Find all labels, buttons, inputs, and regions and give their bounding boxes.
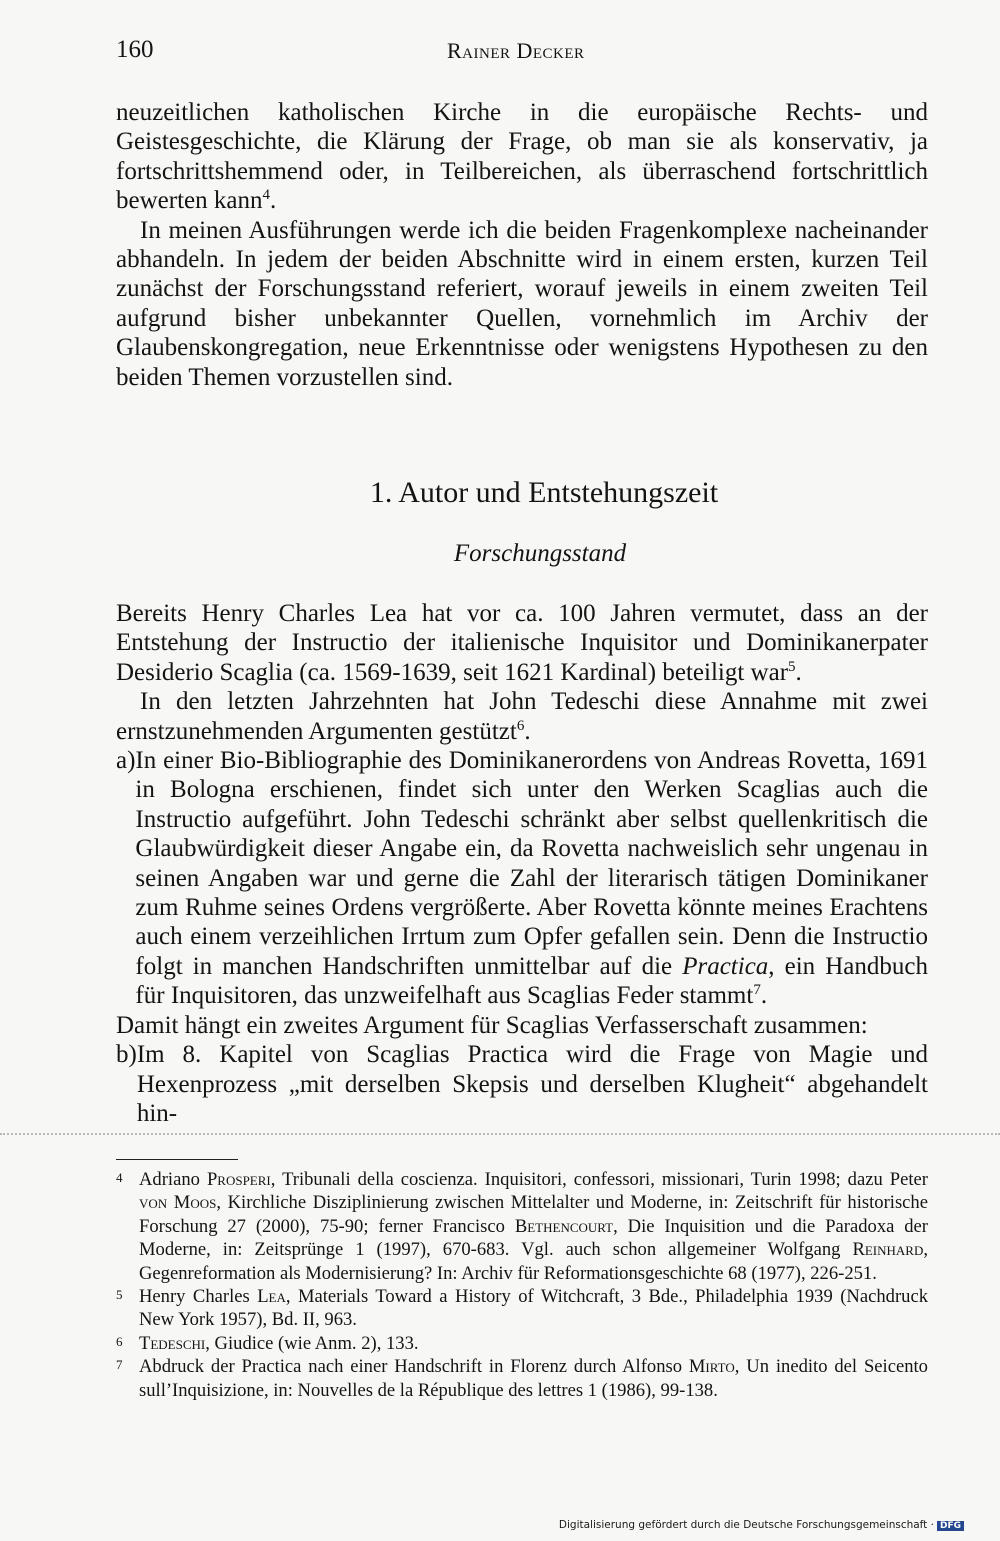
list-item-b bbox=[116, 1040, 928, 1128]
footnote-text: Tedeschi, Giudice (wie Anm. 2), 133. bbox=[139, 1332, 419, 1354]
intro-paragraph-2: In meinen Ausführungen werde ich die beiden Fragenkomplexe nacheinander abhandeln. In jedem der beiden Abschnitte wird in einem ersten, kurzen Teil zunächst der Forschungsstand referiert, worauf jeweils in einem zweiten Teil aufgrund bisher unbekannter Quellen, vornehmlich im Archiv der Glaubenskongregation, neue Erkenntnisse oder wenigstens Hypothesen zu den beiden Themen vorzustellen sind. bbox=[116, 216, 928, 391]
footnote-4 bbox=[116, 1168, 928, 1285]
footnote-number: 7 bbox=[116, 1357, 123, 1373]
main-paragraph-2: In den letzten Jahrzehnten hat John Tedeschi diese Annahme mit zwei ernstzunehmenden Argumenten gestützt$^6$. bbox=[116, 688, 928, 745]
main-text bbox=[116, 599, 928, 1128]
footnote-7 bbox=[116, 1355, 928, 1402]
list-item-text: Im 8. Kapitel von Scaglias Practica wird die Frage von Magie und Hexenprozess „mit derselben Skepsis und derselben Klugheit“ abgehandelt hin- bbox=[136, 1041, 928, 1127]
footnote-separator bbox=[116, 1159, 238, 1160]
intro-paragraph-1: neuzeitlichen katholischen Kirche in die europäische Rechts- und Geistesgeschichte, die Klärung der Frage, ob man sie als konservativ, ja fortschrittshemmend oder, in Teilbereichen, als überraschend fortschrittlich bewerten kann$^4$. bbox=[116, 99, 928, 215]
footnote-text: Henry Charles Lea, Materials Toward a History of Witchcraft, 3 Bde., Philadelphia 1939 (Nachdruck New York 1957), Bd. II, 963. bbox=[139, 1286, 928, 1331]
list-marker: a) bbox=[116, 747, 136, 775]
running-head: Rainer Decker bbox=[447, 38, 585, 63]
footnote-text: Abdruck der Practica nach einer Handschrift in Florenz durch Alfonso Mirto, Un inedito del Seicento sull’Inquisizione, in: Nouvelles de la République des lettres 1 (1986), 99-138. bbox=[139, 1356, 928, 1401]
footnote-number: 5 bbox=[116, 1287, 123, 1303]
main-paragraph-1: Bereits Henry Charles Lea hat vor ca. 100 Jahren vermutet, dass an der Entstehung der Instructio der italienische Inquisitor und Dominikanerpater Desiderio Scaglia (ca. 1569-1639, seit 1621 Kardinal) beteiligt war$^5$. bbox=[116, 600, 928, 686]
footnote-6 bbox=[116, 1332, 928, 1355]
digitization-credit bbox=[559, 1519, 964, 1531]
page-number: 160 bbox=[116, 36, 154, 63]
footnote-text: Adriano Prosperi, Tribunali della coscienza. Inquisitori, confessori, missionari, Turin 1998; dazu Peter von Moos, Kirchliche Disziplinierung zwischen Mittelalter und Moderne, in: Zeitschrift für historische Forschung 27 (2000), 75-90; ferner Francisco Bethencourt, Die Inquisition und die Paradoxa der Moderne, in: Zeitsprünge 1 (1997), 670-683. Vgl. auch schon allgemeiner Wolfgang Reinhard, Gegenreformation als Modernisierung? In: Archiv für Reformationsgeschichte 68 (1977), 226-251. bbox=[139, 1169, 928, 1284]
dfg-logo: DFG bbox=[937, 1521, 964, 1531]
footnote-5 bbox=[116, 1285, 928, 1332]
main-paragraph-3: Damit hängt ein zweites Argument für Scaglias Verfasserschaft zusammen: bbox=[116, 1011, 868, 1039]
footnote-ref-4[interactable]: 4 bbox=[262, 187, 270, 204]
footnote-number: 6 bbox=[116, 1333, 123, 1349]
intro-text bbox=[116, 98, 928, 392]
italic-term: Practica bbox=[682, 952, 769, 980]
footnotes bbox=[116, 1168, 928, 1402]
footnote-ref-6[interactable]: 6 bbox=[516, 717, 525, 734]
footnote-ref-5[interactable]: 5 bbox=[788, 658, 796, 675]
list-item-text: In einer Bio-Bibliographie des Dominikanerordens von Andreas Rovetta, 1691 in Bologna erschienen, findet sich unter den Werken Scaglias auch die Instructio aufgeführt. John Tedeschi schränkt aber selbst quellenkritisch die Glaubwürdigkeit dieser Angabe ein, da Rovetta nachweislich sehr ungenau in seinen Angaben war und gerne die Zahl der literarisch tätigen Dominikaner zum Ruhme seines Ordens vergrößerte. Aber Rovetta könnte meines Erachtens auch einem verzeihlichen Irrtum zum Opfer gefallen sein. Denn die Instructio folgt in manchen Handschriften unmittelbar auf die Practica, ein Handbuch für Inquisitoren, das unzweifelhaft aus Scaglias Feder stammt$^7$. bbox=[135, 747, 928, 1010]
credit-text: Digitalisierung gefördert durch die Deutsche Forschungsgemeinschaft · bbox=[558, 1519, 934, 1531]
footnote-number: 4 bbox=[116, 1170, 123, 1185]
scan-dotted-line bbox=[0, 1133, 1000, 1135]
section-title: 1. Autor und Entstehungszeit bbox=[369, 476, 719, 509]
list-item-a bbox=[116, 746, 928, 1011]
list-marker: b) bbox=[116, 1041, 137, 1069]
subsection-title: Forschungsstand bbox=[453, 540, 627, 567]
footnote-ref-7[interactable]: 7 bbox=[753, 982, 761, 999]
